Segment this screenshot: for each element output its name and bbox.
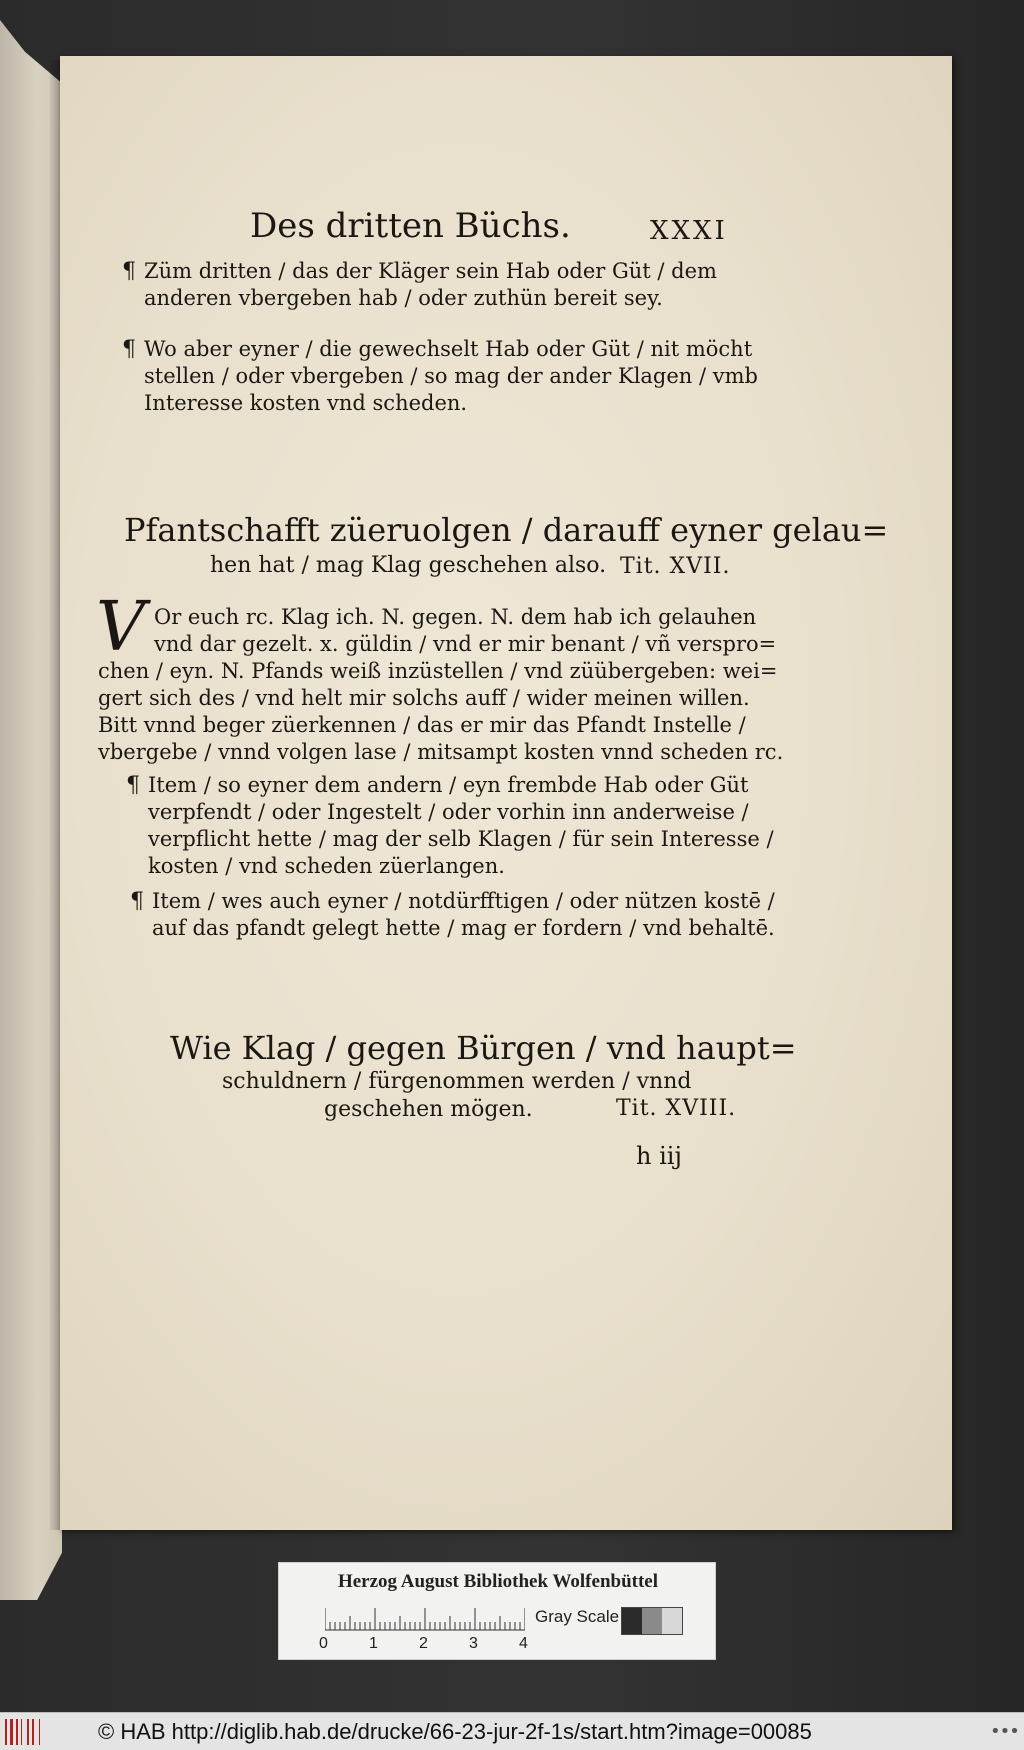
grayscale-swatch-dark [622, 1608, 642, 1634]
item-paragraph-2: ¶ Item / wes auch eyner / notdürfftigen / oder nützen kostē / auf das pfandt gelegt hette / mag er fordern / vnd behaltē. [130, 889, 775, 940]
pilcrow-icon: ¶ [126, 773, 140, 798]
signature-mark: h iij [636, 1142, 682, 1170]
section-heading-18: Wie Klag / gegen Bürgen / vnd haupt= [170, 1029, 797, 1067]
grayscale-swatches [621, 1607, 683, 1635]
copyright-url[interactable]: © HAB http://diglib.hab.de/drucke/66-23-jur-2f-1s/start.htm?image=00085 [98, 1719, 812, 1744]
library-name: Herzog August Bibliothek Wolfenbüttel [337, 1571, 659, 1592]
barcode-bar [27, 1719, 29, 1745]
barcode-bar [5, 1719, 7, 1745]
paragraph-1: ¶ Züm dritten / das der Kläger sein Hab oder Güt / dem anderen vbergeben hab / oder zuthün bereit sey. [122, 259, 717, 310]
ruler-number: 4 [519, 1635, 528, 1652]
barcode-icon [4, 1717, 48, 1747]
barcode-bar [16, 1719, 18, 1745]
status-bar [0, 1712, 1024, 1750]
folio-number: XXXI [650, 216, 728, 246]
body-text-17-a: Or euch rc. Klag ich. N. gegen. N. dem hab ich gelauhen vnd dar gezelt. x. güldin / vnd er mir benant / vñ versprо= [154, 605, 777, 656]
grayscale-swatch-light [662, 1608, 682, 1634]
pilcrow-icon: ¶ [122, 337, 136, 362]
library-label-card [278, 1562, 716, 1660]
paragraph-2: ¶ Wo aber eyner / die gewechselt Hab oder Güt / nit möcht stellen / oder vbergeben / so mag der ander Klagen / vmb Interesse kosten vnd scheden. [122, 337, 758, 415]
grayscale-swatch-mid [642, 1608, 662, 1634]
section-heading-17: Pfantschafft züeruolgen / darauff eyner gelau= [124, 511, 889, 549]
title-number-17: Tit. XVII. [620, 554, 731, 579]
decorated-initial: V [96, 588, 146, 667]
grayscale-label: Gray Scale [535, 1607, 620, 1626]
section-heading-17-line2: hen hat / mag Klag geschehen also. [210, 553, 607, 578]
barcode-bar [10, 1719, 13, 1745]
barcode-bar [32, 1719, 34, 1745]
barcode-bar [21, 1719, 22, 1745]
body-text-17-b: chen / eyn. N. Pfands weiß inzüstellen / vnd züübergeben: wei= gert sich des / vnd helt mir solchs auff / wider meinen willen. Bitt vnnd beger züerkennen / das er mir das Pfandt Instelle / vbergebe / vnnd volgen lase / mitsampt kosten vnnd scheden rc. [98, 659, 784, 764]
running-head: Des dritten Büchs. [250, 206, 571, 246]
section-heading-18-line2: schuldnern / fürgenommen werden / vnnd [222, 1069, 692, 1094]
book-page [60, 56, 952, 1530]
barcode-bar [39, 1719, 40, 1745]
title-number-18: Tit. XVIII. [616, 1096, 737, 1121]
ruler-number: 2 [419, 1635, 428, 1652]
section-heading-18-line3: geschehen mögen. [324, 1097, 533, 1122]
ruler-number: 1 [369, 1635, 378, 1652]
ruler-number: 0 [319, 1635, 328, 1652]
pilcrow-icon: ¶ [130, 889, 144, 914]
scale-ruler [325, 1607, 525, 1631]
item-paragraph-1: ¶ Item / so eyner dem andern / eyn frembde Hab oder Güt verpfendt / oder Ingestelt / oder vorhin inn anderweise / verpflicht hette / mag der selb Klagen / für sein Interesse / kosten / vnd scheden züerlangen. [126, 773, 774, 878]
pilcrow-icon: ¶ [122, 259, 136, 284]
ruler-number: 3 [469, 1635, 478, 1652]
more-options-icon[interactable]: ••• [990, 1721, 1019, 1742]
